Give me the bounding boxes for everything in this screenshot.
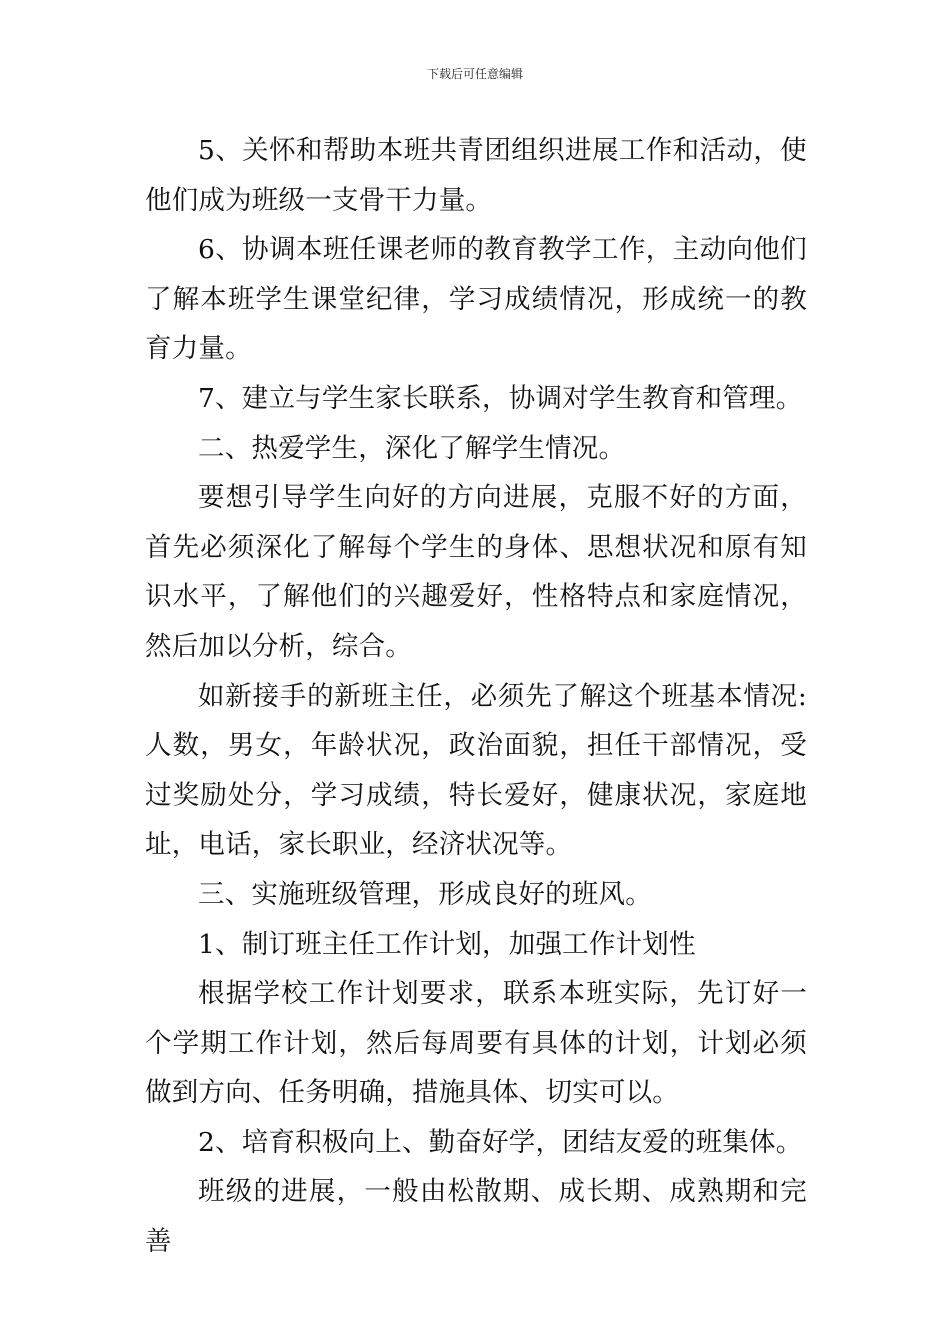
paragraph-understand-students: 要想引导学生向好的方向进展，克服不好的方面，首先必须深化了解每个学生的身体、思想状况和原有知识水平，了解他们的兴趣爱好，性格特点和家庭情况，然后加以分析，综合。 — [145, 482, 807, 662]
paragraph-new-teacher: 如新接手的新班主任，必须先了解这个班基本情况:人数，男女，年龄状况，政治面貌，担任干部情况，受过奖励处分，学习成绩，特长爱好，健康状况，家庭地址，电话，家长职业，经济状况等。 — [145, 680, 807, 861]
paragraph-item-5: 5、关怀和帮助本班共青团组织进展工作和活动，使他们成为班级一支骨干力量。 — [145, 135, 807, 216]
section-heading-3: 三、实施班级管理，形成良好的班风。 — [198, 878, 652, 910]
section-heading-2: 二、热爱学生，深化了解学生情况。 — [198, 432, 626, 464]
paragraph-item-6: 6、协调本班任课老师的教育教学工作，主动向他们了解本班学生课堂纪律，学习成绩情况，形成统一的教育力量。 — [145, 234, 807, 365]
subheading-1: 1、制订班主任工作计划，加强工作计划性 — [198, 928, 696, 960]
paragraph-class-development: 班级的进展，一般由松散期、成长期、成熟期和完善 — [145, 1176, 807, 1258]
paragraph-work-plan: 根据学校工作计划要求，联系本班实际，先订好一个学期工作计划，然后每周要有具体的计划，计划必须做到方向、任务明确，措施具体、切实可以。 — [145, 978, 807, 1109]
subheading-2: 2、培育积极向上、勤奋好学，团结友爱的班集体。 — [198, 1126, 803, 1158]
page-header: 下载后可任意编辑 — [426, 67, 523, 81]
document-body — [145, 126, 807, 1267]
paragraph-item-7: 7、建立与学生家长联系，协调对学生教育和管理。 — [198, 382, 803, 414]
